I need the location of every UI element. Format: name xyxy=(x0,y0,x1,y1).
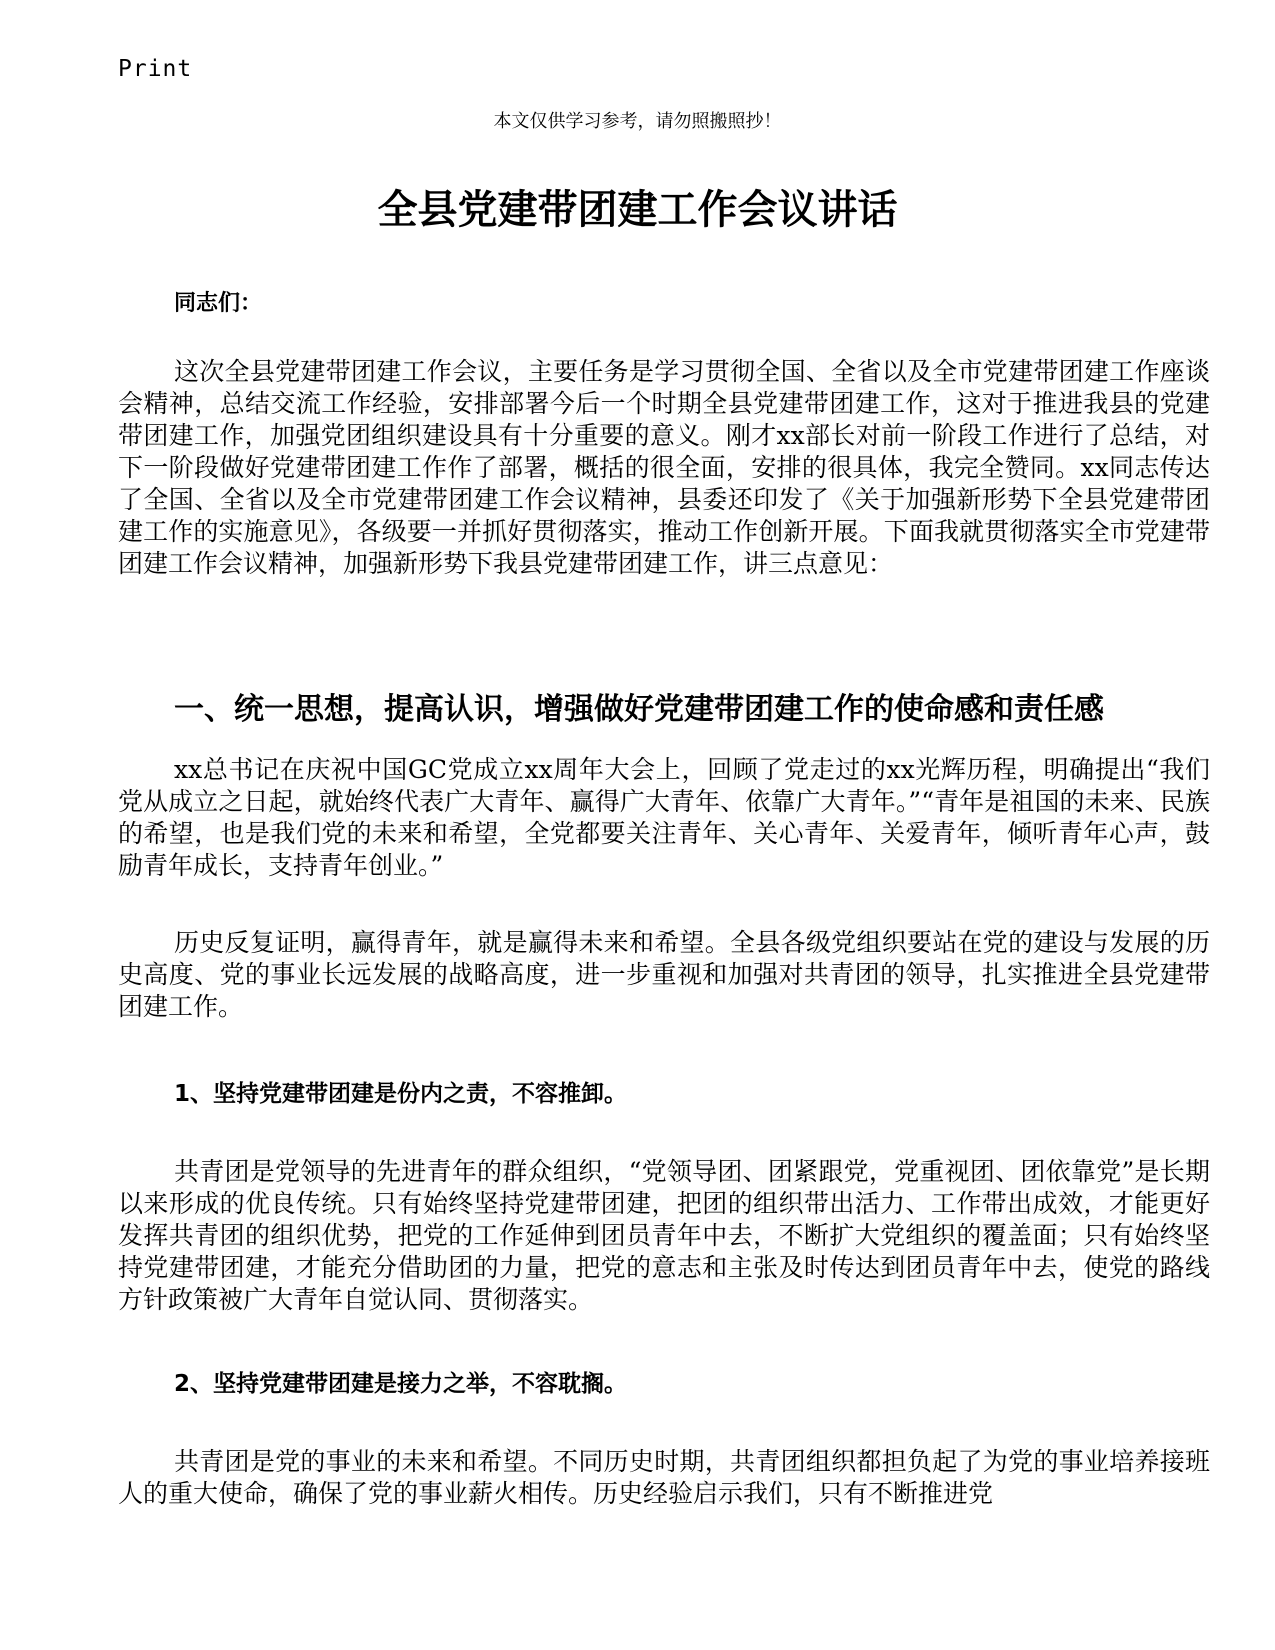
salutation: 同志们： xyxy=(174,291,263,316)
subsection2-paragraph: 共青团是党的事业的未来和希望。不同历史时期，共青团组织都担负起了为党的事业培养接班人的重大使命，确保了党的事业薪火相传。历史经验启示我们，只有不断推进党 xyxy=(118,1447,1210,1508)
section-heading-1: 一、统一思想，提高认识，增强做好党建带团建工作的使命感和责任感 xyxy=(174,692,1104,727)
section1-paragraph-2: 历史反复证明，赢得青年，就是赢得未来和希望。全县各级党组织要站在党的建设与发展的历史高度、党的事业长远发展的战略高度，进一步重视和加强对共青团的领导，扎实推进全县党建带团建工作。 xyxy=(118,928,1210,1021)
intro-paragraph: 这次全县党建带团建工作会议，主要任务是学习贯彻全国、全省以及全市党建带团建工作座谈会精神，总结交流工作经验，安排部署今后一个时期全县党建带团建工作，这对于推进我县的党建带团建工作，加强党团组织建设具有十分重要的意义。刚才xx部长对前一阶段工作进行了总结，对下一阶段做好党建带团建工作作了部署，概括的很全面，安排的很具体，我完全赞同。xx同志传达了全国、全省以及全市党建带团建工作会议精神，县委还印发了《关于加强新形势下全县党建带团建工作的实施意见》，各级要一并抓好贯彻落实，推动工作创新开展。下面我就贯彻落实全市党建带团建工作会议精神，加强新形势下我县党建带团建工作，讲三点意见： xyxy=(118,357,1210,578)
subsection-heading-2: 2、坚持党建带团建是接力之举，不容耽搁。 xyxy=(174,1371,628,1397)
print-link[interactable]: Print xyxy=(118,56,193,82)
subsection1-paragraph: 共青团是党领导的先进青年的群众组织，“党领导团、团紧跟党，党重视团、团依靠党”是长期以来形成的优良传统。只有始终坚持党建带团建，把团的组织带出活力、工作带出成效，才能更好发挥共青团的组织优势，把党的工作延伸到团员青年中去，不断扩大党组织的覆盖面；只有始终坚持党建带团建，才能充分借助团的力量，把党的意志和主张及时传达到团员青年中去，使党的路线方针政策被广大青年自觉认同、贯彻落实。 xyxy=(118,1157,1210,1314)
section1-paragraph-1: xx总书记在庆祝中国GC党成立xx周年大会上，回顾了党走过的xx光辉历程，明确提出“我们党从成立之日起，就始终代表广大青年、赢得广大青年、依靠广大青年。”“青年是祖国的未来、民族的希望，也是我们党的未来和希望，全党都要关注青年、关心青年、关爱青年，倾听青年心声，鼓励青年成长，支持青年创业。” xyxy=(118,755,1210,880)
subsection-heading-1: 1、坚持党建带团建是份内之责，不容推卸。 xyxy=(174,1081,628,1107)
disclaimer-notice: 本文仅供学习参考，请勿照搬照抄！ xyxy=(493,111,782,132)
document-title: 全县党建带团建工作会议讲话 xyxy=(377,187,898,233)
